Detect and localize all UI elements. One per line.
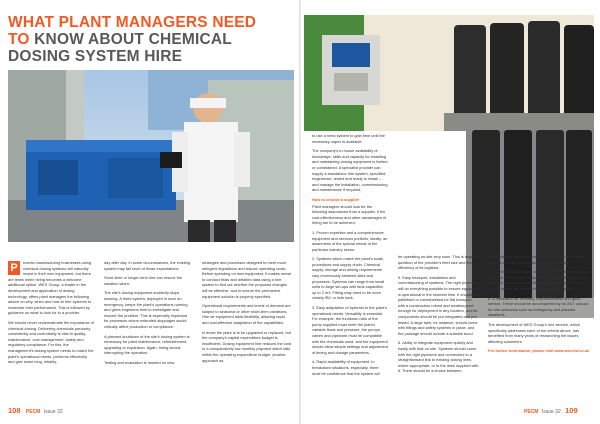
paragraph: Short-term or longer-term hire can rescue the situation when: xyxy=(104,275,183,286)
page-footer-left xyxy=(8,407,63,416)
text-column-6 xyxy=(488,254,592,358)
paragraph: The development of WES Group's hire service, which specifically addresses each of the criteria above, has benefited from many years of researching the issues affecting customers. xyxy=(488,321,580,344)
paragraph: 3. Easy adaptation of systems to the plant's operational needs. Versatility is essential. For example, the turndown ratio of the pump supplied must meet the plant's variable flows and pressure, the pumps, valves and pipework must be compatible with the chemicals used, and the equipment should allow simple settings and adjustment of timing and dosage parameters. xyxy=(312,305,388,355)
paragraph: 5. Easy transport, installation and commissioning of systems. The right provider will do everything possible to ensure equipment is operational in the shortest time. It should be palletised or containerised for flat transport, with a construction robust and weatherproof enough for deployment in any location, and its components should be pre-integrated and pre-tested. A large tank, for instance, should come with fillings and safety systems in place, and the package should include a suitable bund. xyxy=(398,274,480,336)
issue-label-right: Issue 32 xyxy=(541,409,561,415)
title-line-3: DOSING SYSTEM HIRE xyxy=(8,48,183,65)
issue-label-left: Issue 32 xyxy=(43,409,63,415)
paragraph: Testing and evaluation is needed on new xyxy=(104,359,175,365)
title-line-1: WHAT PLANT MANAGERS NEED xyxy=(8,14,257,31)
page-number-left: 108 xyxy=(8,406,21,415)
paragraph: The site's dosing equipment suddenly stops working. A hired system, deployed in such an emergency, keeps the plant's operations running and gives engineers time to investigate and resolve the problem. This is especially important for processes where extended stoppages would critically affect production or compliance. xyxy=(104,290,188,329)
page-footer-right xyxy=(520,407,578,416)
paragraph: independently operating controls and linkage to existing sensors and control or remote control systems. xyxy=(488,254,584,265)
title-word-to: TO xyxy=(8,31,30,48)
paragraph: strategies and processes designed to meet more stringent regulations and reduce operating costs. Before spending on new equipment, it makes sense to conduct trials and detailed data using a hire system to find out whether the proposed changes will be effective, and to secure the permanent equipment solution is properly specified. xyxy=(202,260,292,299)
subheading: How to choose a supplier xyxy=(312,196,360,202)
paragraph: day after day. In some circumstances, the existing system may fall short of those expectations. xyxy=(104,260,190,271)
tanks-photo-illustration xyxy=(304,15,594,131)
paragraph: 1. Proven expertise and a comprehensive equipment and services portfolio, ideally, an awareness of the special needs of the particular industry sector. xyxy=(312,229,388,252)
page-number-right: 109 xyxy=(565,406,578,415)
magazine-name-right: PECM xyxy=(524,409,539,415)
paragraph: 6. Ability to integrate equipment quickly and easily with that on site. Systems should come with the right pipework and connectors to a straightforward link to existing dosing lines, where appropriate, or to the lines supplied with it. There should be a choice between xyxy=(398,340,479,374)
paragraph: A planned shutdown of the site's dosing system is necessary for plant maintenance, refurbishment, upgrading or expansion. Again, hiring avoids interrupting the operation. xyxy=(104,333,190,356)
title-line-2-rest: KNOW ABOUT CHEMICAL xyxy=(29,31,232,48)
photo-chemical-tanks xyxy=(304,15,594,131)
paragraph: rocess manufacturing businesses using chemical dosing systems will naturally invest in their own equipment, but there are times when hiring becomes a welcome additional option. WES Group, a leader in the development and application of dosing technology, offers plant managers the following advice on why, when and how to hire systems to maximise their performance. This is followed by guidance on what to look for in a provider. xyxy=(8,260,92,316)
paragraph: be operating on-site very soon. This is largely a question of the provider's fleet size and the efficiency of its logistics. xyxy=(398,254,480,271)
text-column-5 xyxy=(398,254,480,378)
paragraph: The company's in-house availability of knowledge, skills and capacity for installing and maintaining dosing equipment is limited or constrained. A specialist provider can supply a standalone hire system, specified, engineered, tested and ready to install – and manage the installation, commissioning and maintenance if required. xyxy=(312,148,388,193)
text-column-4 xyxy=(312,133,388,380)
magazine-name-left: PECM xyxy=(25,409,41,415)
text-column-1 xyxy=(8,260,94,369)
drop-cap: P xyxy=(8,261,20,275)
paragraph: 4. Rapid availability of equipment. In breakdown situations, especially, there must be confidence that the system will xyxy=(312,359,380,376)
photo-engineer-dosing-unit xyxy=(8,70,294,242)
paragraph: to use a hired system to gain time until the necessary capex is available. xyxy=(312,133,385,144)
paragraph: 2. Systems which match the plant's scale, procedures and supply chain. Chemical supply, storage and dosing requirements vary enormously between sites and processes. Systems can range from small units to large set-ups with tank capacities up to 2 m3. Fitting may need to be more closely IBC or bulk tank. xyxy=(312,256,385,301)
article-title xyxy=(8,14,308,65)
paragraph: 7. Expert and dependable advice. Unless there is sufficient in-house knowledge of exactly what system is required, as well how to install and maintain it, the manager must be able to trust in the provider's advice and support. xyxy=(488,269,590,291)
paragraph: We should never underestimate the importance of chemical dosing. Delivering chemicals precisely, consistently and controllably is vital to quality, maintenance, cost management, safety and regulatory compliance. For this, the management's dosing system needs to match the plant's operational needs, performs effectively and give some long, reliably, xyxy=(8,319,95,365)
further-info-link[interactable]: For further information, please visit www.wes-ltd.co.uk xyxy=(488,348,590,354)
paragraph: Operational requirements and levels of demand are subject to seasonal or other short-term variations. Hire de equipment adds flexibility, allowing rapid and cost-effective adaptation of the capabilities. xyxy=(202,303,291,325)
engineer-photo-illustration xyxy=(8,70,294,242)
paragraph: In times the plant is to be upgraded or replaced, but the company's capital expenditure budget is insufficient. Dosing equipment hire reduces the cost to a comparatively low monthly payment which falls within the operating expenditure budget. Another approach as xyxy=(202,329,292,363)
title-line-2 xyxy=(8,31,308,48)
paragraph: Plant managers should look for the following assurances from a supplier, if the cost-effectiveness and other advantages of hiring are to be achieved: xyxy=(312,203,387,226)
text-column-2 xyxy=(104,260,192,370)
paragraph: 8. A reputation for flexibility, responsiveness and good service. These should be accompanied by an 24/7 call-out for hire scenarios such as emergency and planned situations. xyxy=(488,295,589,318)
text-column-3 xyxy=(202,260,292,367)
